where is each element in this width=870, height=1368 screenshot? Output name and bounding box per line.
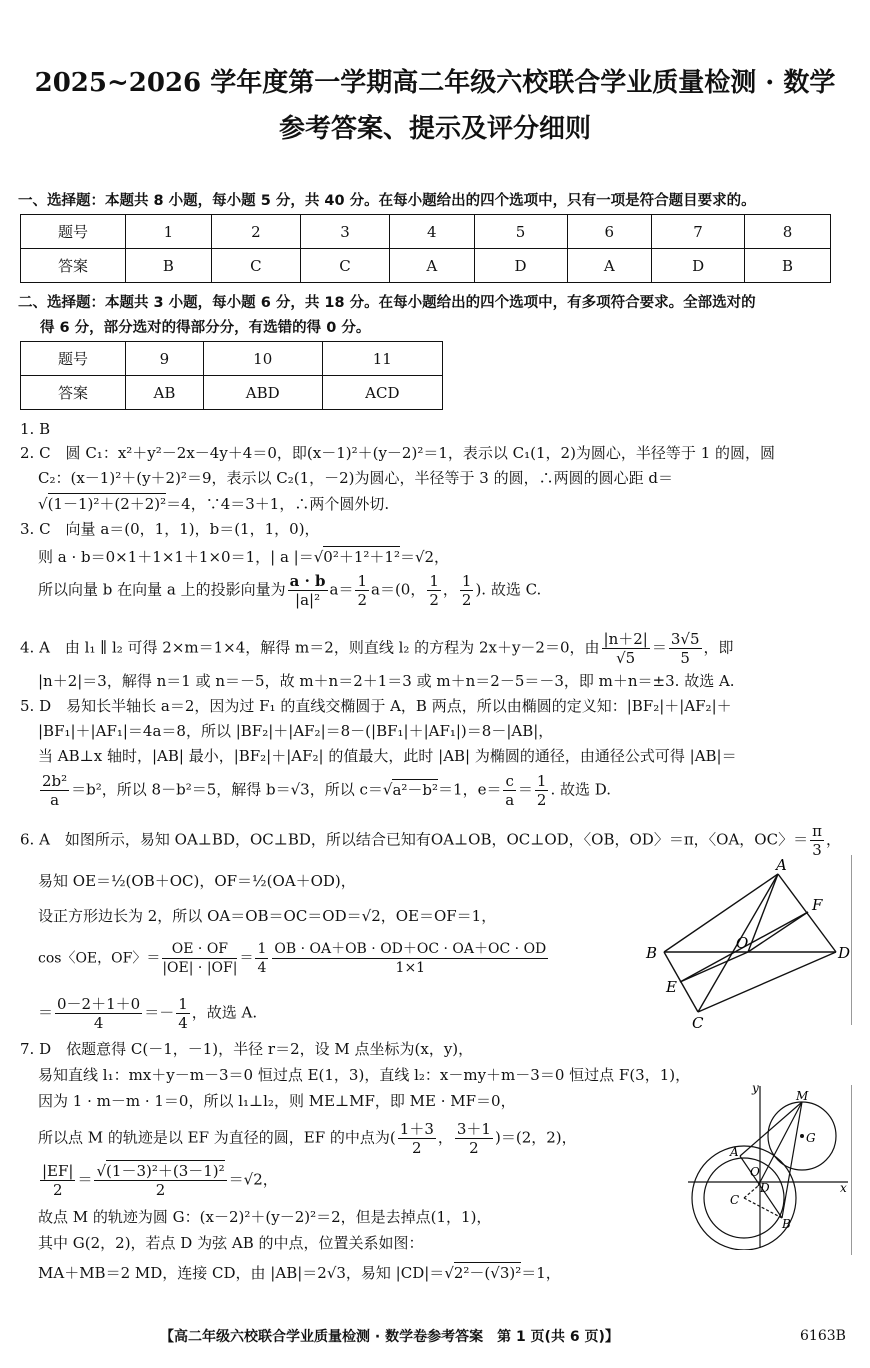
segment (740, 1102, 802, 1156)
figure-6 (640, 852, 850, 1032)
solution-7-line5: $\frac{|EF|}{2}$ ＝ $\frac{\text{√(1－3)²＋(3－1)²}}{2}$ ＝√2， (42, 1162, 278, 1199)
table-cell: 2 (211, 215, 300, 249)
section2-heading-line2: 得 6 分，部分选对的得部分分，有选错的得 0 分。 (40, 320, 371, 336)
solution-7-line6: 故点 M 的轨迹为圆 G：(x－2)²＋(y－2)²＝2，但是去掉点(1，1)， (38, 1208, 492, 1226)
edge (664, 874, 778, 952)
solution-7-line4: 所以点 M 的轨迹是以 EF 为直径的圆，EF 的中点为( $\frac{1+3}{2}$ ， $\frac{3+1}{2}$ )＝(2，2)， (38, 1120, 577, 1157)
segment (744, 1186, 758, 1198)
label: O (736, 934, 749, 952)
fraction: $\frac{OE \cdot OF}{|OE| \cdot |OF|}$ (162, 941, 238, 976)
table-cell: A (390, 249, 475, 283)
table-cell: A (567, 249, 652, 283)
fraction: $\frac{|n+2|}{√5}$ (603, 630, 648, 667)
text: . 故选 D. (550, 780, 612, 799)
text: a＝(0， (371, 580, 426, 599)
text: ，〈OB，OD〉＝π，〈OA，OC〉＝ (568, 830, 809, 849)
fraction: $\frac{c}{a}$ (505, 772, 515, 809)
text: ＝4，∵4＝3＋1，∴两个圆外切. (166, 495, 390, 513)
table-cell: D (474, 249, 567, 283)
text: ). 故选 C. (475, 580, 542, 599)
section2-heading-line1: 二、选择题：本题共 3 小题，每小题 6 分，共 18 分。在每小题给出的四个选项中，有多项符合要求。全部选对的 (18, 295, 756, 311)
table-cell: AB (126, 376, 204, 410)
text: ＝(2，2)， (500, 1128, 577, 1147)
fraction: $\frac{1}{4}$ (257, 941, 267, 976)
fraction: $\frac{OB \cdot OA+OB \cdot OD+OC \cdot OA+OC \cdot OD}{1\times 1}$ (274, 941, 547, 976)
table-cell: 7 (652, 215, 745, 249)
solution-6-line3: 设正方形边长为 2，所以 OA＝OB＝OC＝OD＝√2，OE＝OF＝1， (38, 907, 497, 925)
table-cell: ACD (322, 376, 442, 410)
table-cell: 6 (567, 215, 652, 249)
solution-2-line2: C₂：(x－1)²＋(y＋2)²＝9，表示以 C₂(1，－2)为圆心，半径等于 3 的圆，∴两圆的圆心距 d＝ (38, 469, 673, 487)
table-row (21, 215, 831, 249)
table-cell: B (126, 249, 212, 283)
solution-3-line3: 所以向量 b 在向量 a 上的投影向量为 $\frac{a \cdot b}{\text{|a|²}}$ a＝ $\frac{1}{2}$ a＝(0， $\frac{1}{2}$ ， $\frac{1}{2}$ ). 故选 C. (38, 572, 542, 609)
solution-4-line2: |n＋2|＝3，解得 n＝1 或 n＝－5，故 m＋n＝2＋1＝3 或 m＋n＝2－5＝－3，即 m＋n＝±3. 故选 A. (38, 672, 735, 690)
solution-5-line4: $\frac{\text{2b²}}{a}$ ＝b²，所以 8－b²＝5，解得 b＝√3，所以 c＝√a²－b²＝1，e＝ $\frac{c}{a}$ ＝ $\frac{1}{2}$ . 故选 D. (42, 772, 612, 809)
solution-4-line1: 4. A 由 l₁ ∥ l₂ 可得 2×m＝1×4，解得 m＝2，则直线 l₂ 的方程为 2x＋y－2＝0，由 $\frac{|n+2|}{√5}$ ＝ $\frac{3√5}{5}$ ，即 (20, 630, 734, 667)
table-row (21, 376, 443, 410)
text: MA＋MB＝2 MD，连接 CD，由 |AB|＝2√3，易知 |CD|＝ (38, 1264, 445, 1282)
text: ＝√2， (399, 548, 450, 566)
fraction: $\frac{|EF|}{2}$ (42, 1162, 74, 1199)
vector-perp: OA⊥OB，OC⊥OD (430, 830, 569, 849)
table-cell: 10 (203, 342, 322, 376)
text: 6. A 如图所示，易知 OA⊥BD，OC⊥BD，所以结合已知有 (20, 830, 431, 849)
solution-6-line2: 易知 OE＝½(OB＋OC)，OF＝½(OA＋OD)， (38, 872, 356, 890)
text: a＝ (329, 580, 354, 599)
row-label-answer: 答案 (21, 376, 126, 410)
table-cell: ABD (203, 376, 322, 410)
table-cell: B (745, 249, 831, 283)
segment (744, 1198, 782, 1218)
vector (680, 952, 748, 982)
figure-7 (680, 1080, 850, 1250)
solution-2-line1: 2. C 圆 C₁：x²＋y²－2x－4y＋4＝0，即(x－1)²＋(y－2)²＝1，表示以 C₁(1，2)为圆心，半径等于 1 的圆，圆 (20, 444, 776, 462)
label: B (646, 944, 658, 962)
label: A (730, 1145, 739, 1159)
table-cell: 9 (126, 342, 204, 376)
text: ＝1，e＝ (438, 780, 502, 799)
margin-line (851, 1085, 852, 1255)
label: M (796, 1089, 809, 1103)
table-cell: 5 (474, 215, 567, 249)
point-g (800, 1134, 804, 1138)
table-cell: C (211, 249, 300, 283)
label: G (806, 1131, 816, 1145)
label: B (782, 1217, 791, 1231)
solution-2-line3: √(1－1)²＋(2＋2)²＝4，∵4＝3＋1，∴两个圆外切. (38, 495, 390, 513)
fraction: $\frac{\pi}{3}$ (812, 822, 822, 859)
page-title: 2025~2026 学年度第一学期高二年级六校联合学业质量检测 · 数学 (34, 68, 836, 98)
fraction: $\frac{0-2+1+0}{4}$ (57, 995, 141, 1032)
vector (748, 912, 808, 952)
table-cell: 11 (322, 342, 442, 376)
solution-6-line1: 6. A 如图所示，易知 OA⊥BD，OC⊥BD，所以结合已知有OA⊥OB，OC⊥OD，〈OB，OD〉＝π，〈OA，OC〉＝ $\frac{\pi}{3}$ ， (20, 822, 841, 859)
solution-5-line2: |BF₁|＋|AF₁|＝4a＝8，所以 |BF₂|＋|AF₂|＝8－(|BF₁|＋|AF₁|)＝8－|AB|， (38, 722, 554, 740)
page-footer: 【高二年级六校联合学业质量检测 · 数学卷参考答案 第 1 页(共 6 页)】 (160, 1329, 619, 1345)
text: cos〈OE，OF〉＝ (38, 950, 161, 967)
text: 4. A 由 l₁ ∥ l₂ 可得 2×m＝1×4，解得 m＝2，则直线 l₂ 的方程为 2x＋y－2＝0，由 (20, 638, 600, 657)
text: ＝√2， (228, 1170, 278, 1189)
vector (748, 874, 778, 952)
fraction: $\frac{1}{4}$ (178, 995, 188, 1032)
table-cell: 8 (745, 215, 831, 249)
fraction: $\frac{1}{2}$ (429, 572, 439, 609)
table-cell: C (300, 249, 389, 283)
solution-5-line1: 5. D 易知长半轴长 a＝2，因为过 F₁ 的直线交椭圆于 A，B 两点，所以由椭圆的定义知：|BF₂|＋|AF₂|＋ (20, 697, 732, 715)
fraction: $\frac{\text{2b²}}{a}$ (42, 772, 68, 809)
fraction: $\frac{1+3}{2}$ (399, 1120, 434, 1157)
label: F (812, 896, 823, 914)
table-cell: 1 (126, 215, 212, 249)
text: 所以点 M 的轨迹是以 EF 为直径的圆，EF 的中点为 (38, 1128, 390, 1147)
table-cell: D (652, 249, 745, 283)
text: ，即 (703, 638, 734, 657)
radicand: 2²－(√3)² (453, 1264, 522, 1282)
row-label-question: 题号 (21, 342, 126, 376)
answer-table-2 (20, 341, 443, 410)
label: E (666, 978, 677, 996)
label: D (838, 944, 850, 962)
label: C (730, 1193, 740, 1207)
solution-7-line8: MA＋MB＝2 MD，连接 CD，由 |AB|＝2√3，易知 |CD|＝√2²－(√3)²＝1， (38, 1264, 561, 1282)
fraction: $\frac{3+1}{2}$ (456, 1120, 491, 1157)
page-subtitle: 参考答案、提示及评分细则 (278, 114, 591, 144)
solution-7-line7: 其中 G(2，2)，若点 D 为弦 AB 的中点，位置关系如图： (38, 1234, 424, 1252)
solution-3-line2: 则 a · b＝0×1＋1×1＋1×0＝1，| a |＝√0²＋1²＋1²＝√2， (38, 548, 450, 566)
label: C (692, 1014, 704, 1032)
text: ＝1， (521, 1264, 561, 1282)
radicand: (1－1)²＋(2＋2)² (47, 495, 167, 513)
text: ，故选 A. (191, 1003, 258, 1022)
label: x (840, 1181, 847, 1195)
section1-heading: 一、选择题：本题共 8 小题，每小题 5 分，共 40 分。在每小题给出的四个选项中，只有一项是符合题目要求的。 (18, 193, 756, 209)
label: D (760, 1181, 770, 1195)
label: y (752, 1081, 759, 1095)
solution-7-line3: 因为 1 · m－m · 1＝0，所以 l₁⊥l₂，则 ME⊥MF，即 ME · MF＝0， (38, 1092, 516, 1110)
label: A (776, 856, 787, 874)
text: 则 a · b＝0×1＋1×1＋1×0＝1，| a |＝ (38, 548, 314, 566)
fraction: $\frac{1}{2}$ (357, 572, 367, 609)
radicand: 0²＋1²＋1² (323, 548, 400, 566)
fraction: $\frac{a \cdot b}{\text{|a|²}}$ (289, 572, 326, 609)
solution-7-line1: 7. D 依题意得 C(－1，－1)，半径 r＝2，设 M 点坐标为(x，y)， (20, 1040, 474, 1058)
table-row (21, 249, 831, 283)
solution-6-line5: ＝ $\frac{0-2+1+0}{4}$ ＝－ $\frac{1}{4}$ ，故选 A. (38, 995, 258, 1032)
fraction: $\frac{\text{√(1－3)²＋(3－1)²}}{2}$ (96, 1162, 225, 1199)
solution-3-line1: 3. C 向量 a＝(0，1，1)，b＝(1，1，0)， (20, 520, 320, 538)
solution-5-line3: 当 AB⊥x 轴时，|AB| 最小，|BF₂|＋|AF₂| 的值最大，此时 |AB| 为椭圆的通径，由通径公式可得 |AB|＝ (38, 747, 737, 765)
paper-code: 6163B (800, 1328, 846, 1344)
table-cell: 3 (300, 215, 389, 249)
text: ＝b²，所以 8－b²＝5，解得 b＝√3，所以 c＝ (71, 780, 383, 799)
segment (758, 1102, 802, 1186)
row-label-answer: 答案 (21, 249, 126, 283)
row-label-question: 题号 (21, 215, 126, 249)
answer-table-1 (20, 214, 831, 283)
solution-7-line2: 易知直线 l₁：mx＋y－m－3＝0 恒过点 E(1，3)，直线 l₂：x－my＋m－3＝0 恒过点 F(3，1)， (38, 1066, 691, 1084)
fraction: $\frac{1}{2}$ (536, 772, 547, 809)
fraction: $\frac{3√5}{5}$ (670, 630, 700, 667)
table-row (21, 342, 443, 376)
table-cell: 4 (390, 215, 475, 249)
label: O (750, 1165, 760, 1179)
radicand: a²－b² (392, 780, 439, 799)
text: 所以向量 b 在向量 a 上的投影向量为 (38, 580, 286, 599)
margin-line (851, 855, 852, 1025)
fraction: $\frac{1}{2}$ (461, 572, 472, 609)
segment (782, 1102, 802, 1218)
solution-6-line4: cos〈OE，OF〉＝ $\frac{OE \cdot OF}{|OE| \cdot |OF|}$ ＝ $\frac{1}{4}$ $\frac{OB \cdot OA+OB \cdot OD+OC \cdot OA+OC \cdot OD}{1\times 1}$ (38, 941, 547, 976)
solution-1: 1. B (20, 420, 51, 438)
